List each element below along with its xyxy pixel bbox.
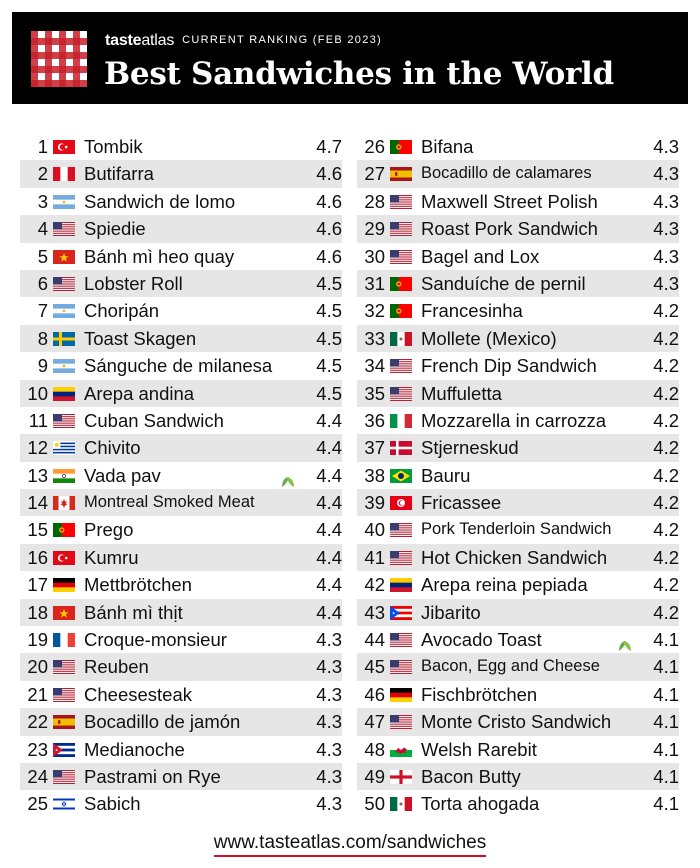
ranking-row bbox=[357, 352, 679, 379]
rank-number: 6 bbox=[37, 272, 48, 294]
ranking-row bbox=[357, 215, 679, 242]
ranking-row bbox=[20, 188, 342, 215]
rank-number: 33 bbox=[364, 327, 385, 349]
ranking-row bbox=[357, 133, 679, 160]
rank-number: 40 bbox=[364, 519, 385, 541]
rank-number: 18 bbox=[27, 601, 48, 623]
dish-name[interactable]: Hot Chicken Sandwich bbox=[421, 546, 608, 568]
rank-number: 38 bbox=[364, 464, 385, 486]
ranking-row bbox=[357, 325, 679, 352]
usa-flag-icon bbox=[390, 523, 412, 537]
ranking-row bbox=[20, 736, 342, 763]
rank-number: 32 bbox=[364, 300, 385, 322]
ranking-row bbox=[20, 270, 342, 297]
usa-flag-icon bbox=[390, 387, 412, 401]
rank-number: 36 bbox=[364, 409, 385, 431]
dish-name[interactable]: Toast Skagen bbox=[84, 327, 197, 349]
rating-score: 4.2 bbox=[653, 519, 679, 541]
rank-number: 44 bbox=[364, 629, 385, 651]
ranking-row bbox=[357, 544, 679, 571]
rating-score: 4.4 bbox=[316, 601, 342, 623]
portugal-flag-icon bbox=[53, 523, 75, 537]
ranking-row bbox=[20, 215, 342, 242]
ranking-row bbox=[20, 653, 342, 680]
dish-name[interactable]: Monte Cristo Sandwich bbox=[421, 711, 612, 733]
dish-name[interactable]: Choripán bbox=[84, 300, 160, 322]
dish-name[interactable]: Bacon, Egg and Cheese bbox=[421, 657, 600, 676]
rank-number: 22 bbox=[27, 711, 48, 733]
england-flag-icon bbox=[390, 770, 412, 784]
vietnam-flag-icon bbox=[53, 250, 75, 264]
rank-number: 7 bbox=[37, 300, 48, 322]
ranking-row bbox=[357, 489, 679, 516]
dish-name[interactable]: Sabich bbox=[84, 793, 141, 815]
dish-name[interactable]: Bacon Butty bbox=[421, 765, 521, 787]
ranking-column-left bbox=[20, 133, 342, 818]
vietnam-flag-icon bbox=[53, 606, 75, 620]
rating-score: 4.3 bbox=[653, 245, 679, 267]
ranking-row bbox=[357, 708, 679, 735]
argentina-flag-icon bbox=[53, 304, 75, 318]
dish-name[interactable]: Fricassee bbox=[421, 492, 502, 514]
usa-flag-icon bbox=[390, 195, 412, 209]
ranking-row bbox=[20, 544, 342, 571]
rating-score: 4.4 bbox=[316, 574, 342, 596]
ranking-row bbox=[357, 599, 679, 626]
rank-number: 14 bbox=[27, 492, 48, 514]
brand-name-bold: taste bbox=[105, 32, 142, 49]
rating-score: 4.3 bbox=[316, 793, 342, 815]
ranking-subtitle: CURRENT RANKING (FEB 2023) bbox=[182, 34, 383, 46]
spain-flag-icon bbox=[390, 167, 412, 181]
ranking-row bbox=[357, 462, 679, 489]
dish-name[interactable]: Spiedie bbox=[84, 218, 146, 240]
dish-name[interactable]: Sánguche de milanesa bbox=[84, 355, 273, 377]
ranking-row bbox=[357, 434, 679, 461]
venezuela-flag-icon bbox=[390, 578, 412, 592]
tasteatlas-logo-icon bbox=[31, 31, 87, 87]
dish-name[interactable]: Sandwich de lomo bbox=[84, 190, 236, 212]
ranking-row bbox=[20, 160, 342, 187]
germany-flag-icon bbox=[390, 688, 412, 702]
rank-number: 35 bbox=[364, 382, 385, 404]
dish-name[interactable]: Avocado Toast bbox=[421, 629, 542, 651]
usa-flag-icon bbox=[390, 250, 412, 264]
rank-number: 48 bbox=[364, 738, 385, 760]
rank-number: 4 bbox=[37, 218, 48, 240]
rating-score: 4.4 bbox=[316, 464, 342, 486]
ranking-row bbox=[357, 516, 679, 543]
ranking-row bbox=[357, 270, 679, 297]
usa-flag-icon bbox=[53, 222, 75, 236]
ranking-row bbox=[357, 188, 679, 215]
rating-score: 4.1 bbox=[653, 738, 679, 760]
rating-score: 4.6 bbox=[316, 190, 342, 212]
rating-score: 4.2 bbox=[653, 601, 679, 623]
ranking-row bbox=[20, 325, 342, 352]
india-flag-icon bbox=[53, 469, 75, 483]
dish-name[interactable]: Roast Pork Sandwich bbox=[421, 218, 598, 240]
rating-score: 4.1 bbox=[653, 765, 679, 787]
dish-name[interactable]: Butifarra bbox=[84, 163, 154, 185]
spain-flag-icon bbox=[53, 715, 75, 729]
turkey-flag-icon bbox=[53, 140, 75, 154]
rating-score: 4.5 bbox=[316, 300, 342, 322]
dish-name[interactable]: Montreal Smoked Meat bbox=[84, 493, 255, 512]
rating-score: 4.1 bbox=[653, 683, 679, 705]
ranking-row bbox=[20, 297, 342, 324]
usa-flag-icon bbox=[390, 222, 412, 236]
rank-number: 30 bbox=[364, 245, 385, 267]
rating-score: 4.3 bbox=[316, 683, 342, 705]
rating-score: 4.4 bbox=[316, 519, 342, 541]
rank-number: 45 bbox=[364, 656, 385, 678]
rank-number: 17 bbox=[27, 574, 48, 596]
usa-flag-icon bbox=[390, 633, 412, 647]
uruguay-flag-icon bbox=[53, 441, 75, 455]
rank-number: 27 bbox=[364, 163, 385, 185]
ranking-row bbox=[20, 489, 342, 516]
rating-score: 4.2 bbox=[653, 574, 679, 596]
portugal-flag-icon bbox=[390, 277, 412, 291]
usa-flag-icon bbox=[53, 414, 75, 428]
canada-flag-icon bbox=[53, 496, 75, 510]
ranking-row bbox=[357, 571, 679, 598]
dish-name[interactable]: Reuben bbox=[84, 656, 149, 678]
dish-name[interactable]: Fischbrötchen bbox=[421, 683, 538, 705]
peru-flag-icon bbox=[53, 167, 75, 181]
ranking-row bbox=[20, 352, 342, 379]
dish-name[interactable]: Mettbrötchen bbox=[84, 574, 192, 596]
rank-number: 39 bbox=[364, 492, 385, 514]
usa-flag-icon bbox=[53, 688, 75, 702]
rank-number: 49 bbox=[364, 765, 385, 787]
dish-name[interactable]: Bauru bbox=[421, 464, 471, 486]
dish-name[interactable]: Prego bbox=[84, 519, 134, 541]
rank-number: 2 bbox=[37, 163, 48, 185]
mexico-flag-icon bbox=[390, 797, 412, 811]
ranking-row bbox=[20, 434, 342, 461]
dish-name[interactable]: Croque-monsieur bbox=[84, 629, 227, 651]
france-flag-icon bbox=[53, 633, 75, 647]
dish-name[interactable]: French Dip Sandwich bbox=[421, 355, 597, 377]
rank-number: 28 bbox=[364, 190, 385, 212]
rank-number: 11 bbox=[28, 409, 48, 431]
usa-flag-icon bbox=[53, 660, 75, 674]
brand-name-light: atlas bbox=[141, 32, 175, 49]
rating-score: 4.7 bbox=[316, 136, 342, 157]
rating-score: 4.3 bbox=[653, 272, 679, 294]
dish-name[interactable]: Lobster Roll bbox=[84, 272, 183, 294]
rating-score: 4.2 bbox=[653, 355, 679, 377]
dish-name[interactable]: Torta ahogada bbox=[421, 793, 540, 815]
rating-score: 4.3 bbox=[316, 738, 342, 760]
wales-flag-icon bbox=[390, 743, 412, 757]
rating-score: 4.3 bbox=[653, 136, 679, 157]
header-banner bbox=[12, 12, 688, 104]
brand-line bbox=[105, 32, 382, 54]
ranking-row bbox=[20, 571, 342, 598]
ranking-row bbox=[357, 790, 679, 817]
dish-name[interactable]: Bifana bbox=[421, 136, 474, 157]
rating-score: 4.3 bbox=[316, 765, 342, 787]
rating-score: 4.4 bbox=[316, 492, 342, 514]
dish-name[interactable]: Stjerneskud bbox=[421, 437, 519, 459]
rating-score: 4.2 bbox=[653, 327, 679, 349]
dish-name[interactable]: Bagel and Lox bbox=[421, 245, 540, 267]
rating-score: 4.1 bbox=[653, 629, 679, 651]
rank-number: 19 bbox=[27, 629, 48, 651]
rank-number: 5 bbox=[37, 245, 48, 267]
rating-score: 4.2 bbox=[653, 546, 679, 568]
ranking-row bbox=[20, 599, 342, 626]
rank-number: 1 bbox=[37, 136, 48, 157]
rank-number: 15 bbox=[27, 519, 48, 541]
rank-number: 46 bbox=[364, 683, 385, 705]
usa-flag-icon bbox=[53, 277, 75, 291]
dish-name[interactable]: Welsh Rarebit bbox=[421, 738, 537, 760]
rank-number: 42 bbox=[364, 574, 385, 596]
ranking-row bbox=[20, 681, 342, 708]
dish-name[interactable]: Cuban Sandwich bbox=[84, 409, 224, 431]
ranking-row bbox=[357, 407, 679, 434]
rank-number: 13 bbox=[27, 464, 48, 486]
ranking-row bbox=[20, 462, 342, 489]
page-title: Best Sandwiches in the World bbox=[104, 56, 614, 92]
rating-score: 4.1 bbox=[653, 656, 679, 678]
ranking-row bbox=[20, 708, 342, 735]
ranking-row bbox=[357, 681, 679, 708]
israel-flag-icon bbox=[53, 797, 75, 811]
rating-score: 4.6 bbox=[316, 245, 342, 267]
ranking-row bbox=[357, 626, 679, 653]
rank-number: 34 bbox=[364, 355, 385, 377]
ranking-row bbox=[20, 626, 342, 653]
rating-score: 4.4 bbox=[316, 409, 342, 431]
rating-score: 4.3 bbox=[653, 163, 679, 185]
rating-score: 4.3 bbox=[316, 656, 342, 678]
denmark-flag-icon bbox=[390, 441, 412, 455]
ranking-row bbox=[20, 516, 342, 543]
dish-name[interactable]: Muffuletta bbox=[421, 382, 502, 404]
sweden-flag-icon bbox=[53, 332, 75, 346]
rank-number: 41 bbox=[364, 546, 385, 568]
dish-name[interactable]: Medianoche bbox=[84, 738, 185, 760]
dish-name[interactable]: Pork Tenderloin Sandwich bbox=[421, 520, 612, 539]
germany-flag-icon bbox=[53, 578, 75, 592]
vegetarian-leaf-icon bbox=[280, 469, 296, 483]
rating-score: 4.2 bbox=[653, 409, 679, 431]
rank-number: 3 bbox=[37, 190, 48, 212]
rank-number: 10 bbox=[27, 382, 48, 404]
footer-link[interactable]: www.tasteatlas.com/sandwiches bbox=[214, 832, 486, 857]
portugal-flag-icon bbox=[390, 140, 412, 154]
dish-name[interactable]: Chivito bbox=[84, 437, 141, 459]
rank-number: 12 bbox=[27, 437, 48, 459]
rating-score: 4.5 bbox=[316, 355, 342, 377]
usa-flag-icon bbox=[53, 770, 75, 784]
mexico-flag-icon bbox=[390, 332, 412, 346]
dish-name[interactable]: Vada pav bbox=[84, 464, 161, 486]
ranking-row bbox=[357, 160, 679, 187]
dish-name[interactable]: Bánh mì thịt bbox=[84, 601, 183, 623]
usa-flag-icon bbox=[390, 551, 412, 565]
rating-score: 4.4 bbox=[316, 437, 342, 459]
ranking-row bbox=[357, 380, 679, 407]
rating-score: 4.2 bbox=[653, 300, 679, 322]
rating-score: 4.5 bbox=[316, 272, 342, 294]
rank-number: 43 bbox=[364, 601, 385, 623]
ranking-row bbox=[20, 243, 342, 270]
ranking-row bbox=[357, 736, 679, 763]
dish-name[interactable]: Bánh mì heo quay bbox=[84, 245, 235, 267]
rank-number: 16 bbox=[27, 546, 48, 568]
ranking-row bbox=[357, 297, 679, 324]
ranking-row bbox=[20, 380, 342, 407]
rating-score: 4.6 bbox=[316, 163, 342, 185]
rating-score: 4.3 bbox=[653, 218, 679, 240]
dish-name[interactable]: Sanduíche de pernil bbox=[421, 272, 586, 294]
rank-number: 47 bbox=[364, 711, 385, 733]
ranking-row bbox=[357, 763, 679, 790]
rank-number: 23 bbox=[27, 738, 48, 760]
ranking-row bbox=[20, 763, 342, 790]
rating-score: 4.4 bbox=[316, 546, 342, 568]
dish-name[interactable]: Jibarito bbox=[421, 601, 481, 623]
tunisia-flag-icon bbox=[390, 496, 412, 510]
puerto-rico-flag-icon bbox=[390, 606, 412, 620]
usa-flag-icon bbox=[390, 359, 412, 373]
dish-name[interactable]: Bocadillo de calamares bbox=[421, 164, 592, 183]
dish-name[interactable]: Maxwell Street Polish bbox=[421, 190, 598, 212]
dish-name[interactable]: Bocadillo de jamón bbox=[84, 711, 241, 733]
brazil-flag-icon bbox=[390, 469, 412, 483]
dish-name[interactable]: Kumru bbox=[84, 546, 139, 568]
rank-number: 21 bbox=[27, 683, 48, 705]
dish-name[interactable]: Mollete (Mexico) bbox=[421, 327, 557, 349]
rating-score: 4.6 bbox=[316, 218, 342, 240]
rating-score: 4.3 bbox=[316, 711, 342, 733]
rank-number: 31 bbox=[364, 272, 385, 294]
rating-score: 4.3 bbox=[316, 629, 342, 651]
rank-number: 25 bbox=[27, 793, 48, 815]
rank-number: 37 bbox=[364, 437, 385, 459]
turkey-flag-icon bbox=[53, 551, 75, 565]
dish-name[interactable]: Arepa andina bbox=[84, 382, 195, 404]
usa-flag-icon bbox=[390, 660, 412, 674]
rating-score: 4.2 bbox=[653, 464, 679, 486]
footer bbox=[0, 832, 700, 854]
rating-score: 4.1 bbox=[653, 793, 679, 815]
dish-name[interactable]: Mozzarella in carrozza bbox=[421, 409, 607, 431]
rating-score: 4.2 bbox=[653, 492, 679, 514]
rank-number: 20 bbox=[27, 656, 48, 678]
rating-score: 4.2 bbox=[653, 382, 679, 404]
venezuela-flag-icon bbox=[53, 387, 75, 401]
argentina-flag-icon bbox=[53, 195, 75, 209]
ranking-row bbox=[20, 133, 342, 160]
ranking-row bbox=[357, 243, 679, 270]
argentina-flag-icon bbox=[53, 359, 75, 373]
ranking-column-right bbox=[357, 133, 679, 818]
ranking-row bbox=[20, 790, 342, 817]
usa-flag-icon bbox=[390, 715, 412, 729]
rating-score: 4.3 bbox=[653, 190, 679, 212]
rating-score: 4.5 bbox=[316, 382, 342, 404]
italy-flag-icon bbox=[390, 414, 412, 428]
cuba-flag-icon bbox=[53, 743, 75, 757]
dish-name[interactable]: Pastrami on Rye bbox=[84, 765, 221, 787]
rating-score: 4.1 bbox=[653, 711, 679, 733]
rating-score: 4.2 bbox=[653, 437, 679, 459]
dish-name[interactable]: Francesinha bbox=[421, 300, 523, 322]
dish-name[interactable]: Tombik bbox=[84, 136, 143, 157]
rank-number: 8 bbox=[37, 327, 48, 349]
ranking-row bbox=[20, 407, 342, 434]
rating-score: 4.5 bbox=[316, 327, 342, 349]
dish-name[interactable]: Cheesesteak bbox=[84, 683, 192, 705]
rank-number: 24 bbox=[27, 765, 48, 787]
rank-number: 50 bbox=[364, 793, 385, 815]
dish-name[interactable]: Arepa reina pepiada bbox=[421, 574, 588, 596]
ranking-row bbox=[357, 653, 679, 680]
rank-number: 26 bbox=[364, 136, 385, 157]
portugal-flag-icon bbox=[390, 304, 412, 318]
rank-number: 29 bbox=[364, 218, 385, 240]
vegetarian-leaf-icon bbox=[617, 633, 633, 647]
rank-number: 9 bbox=[37, 355, 48, 377]
